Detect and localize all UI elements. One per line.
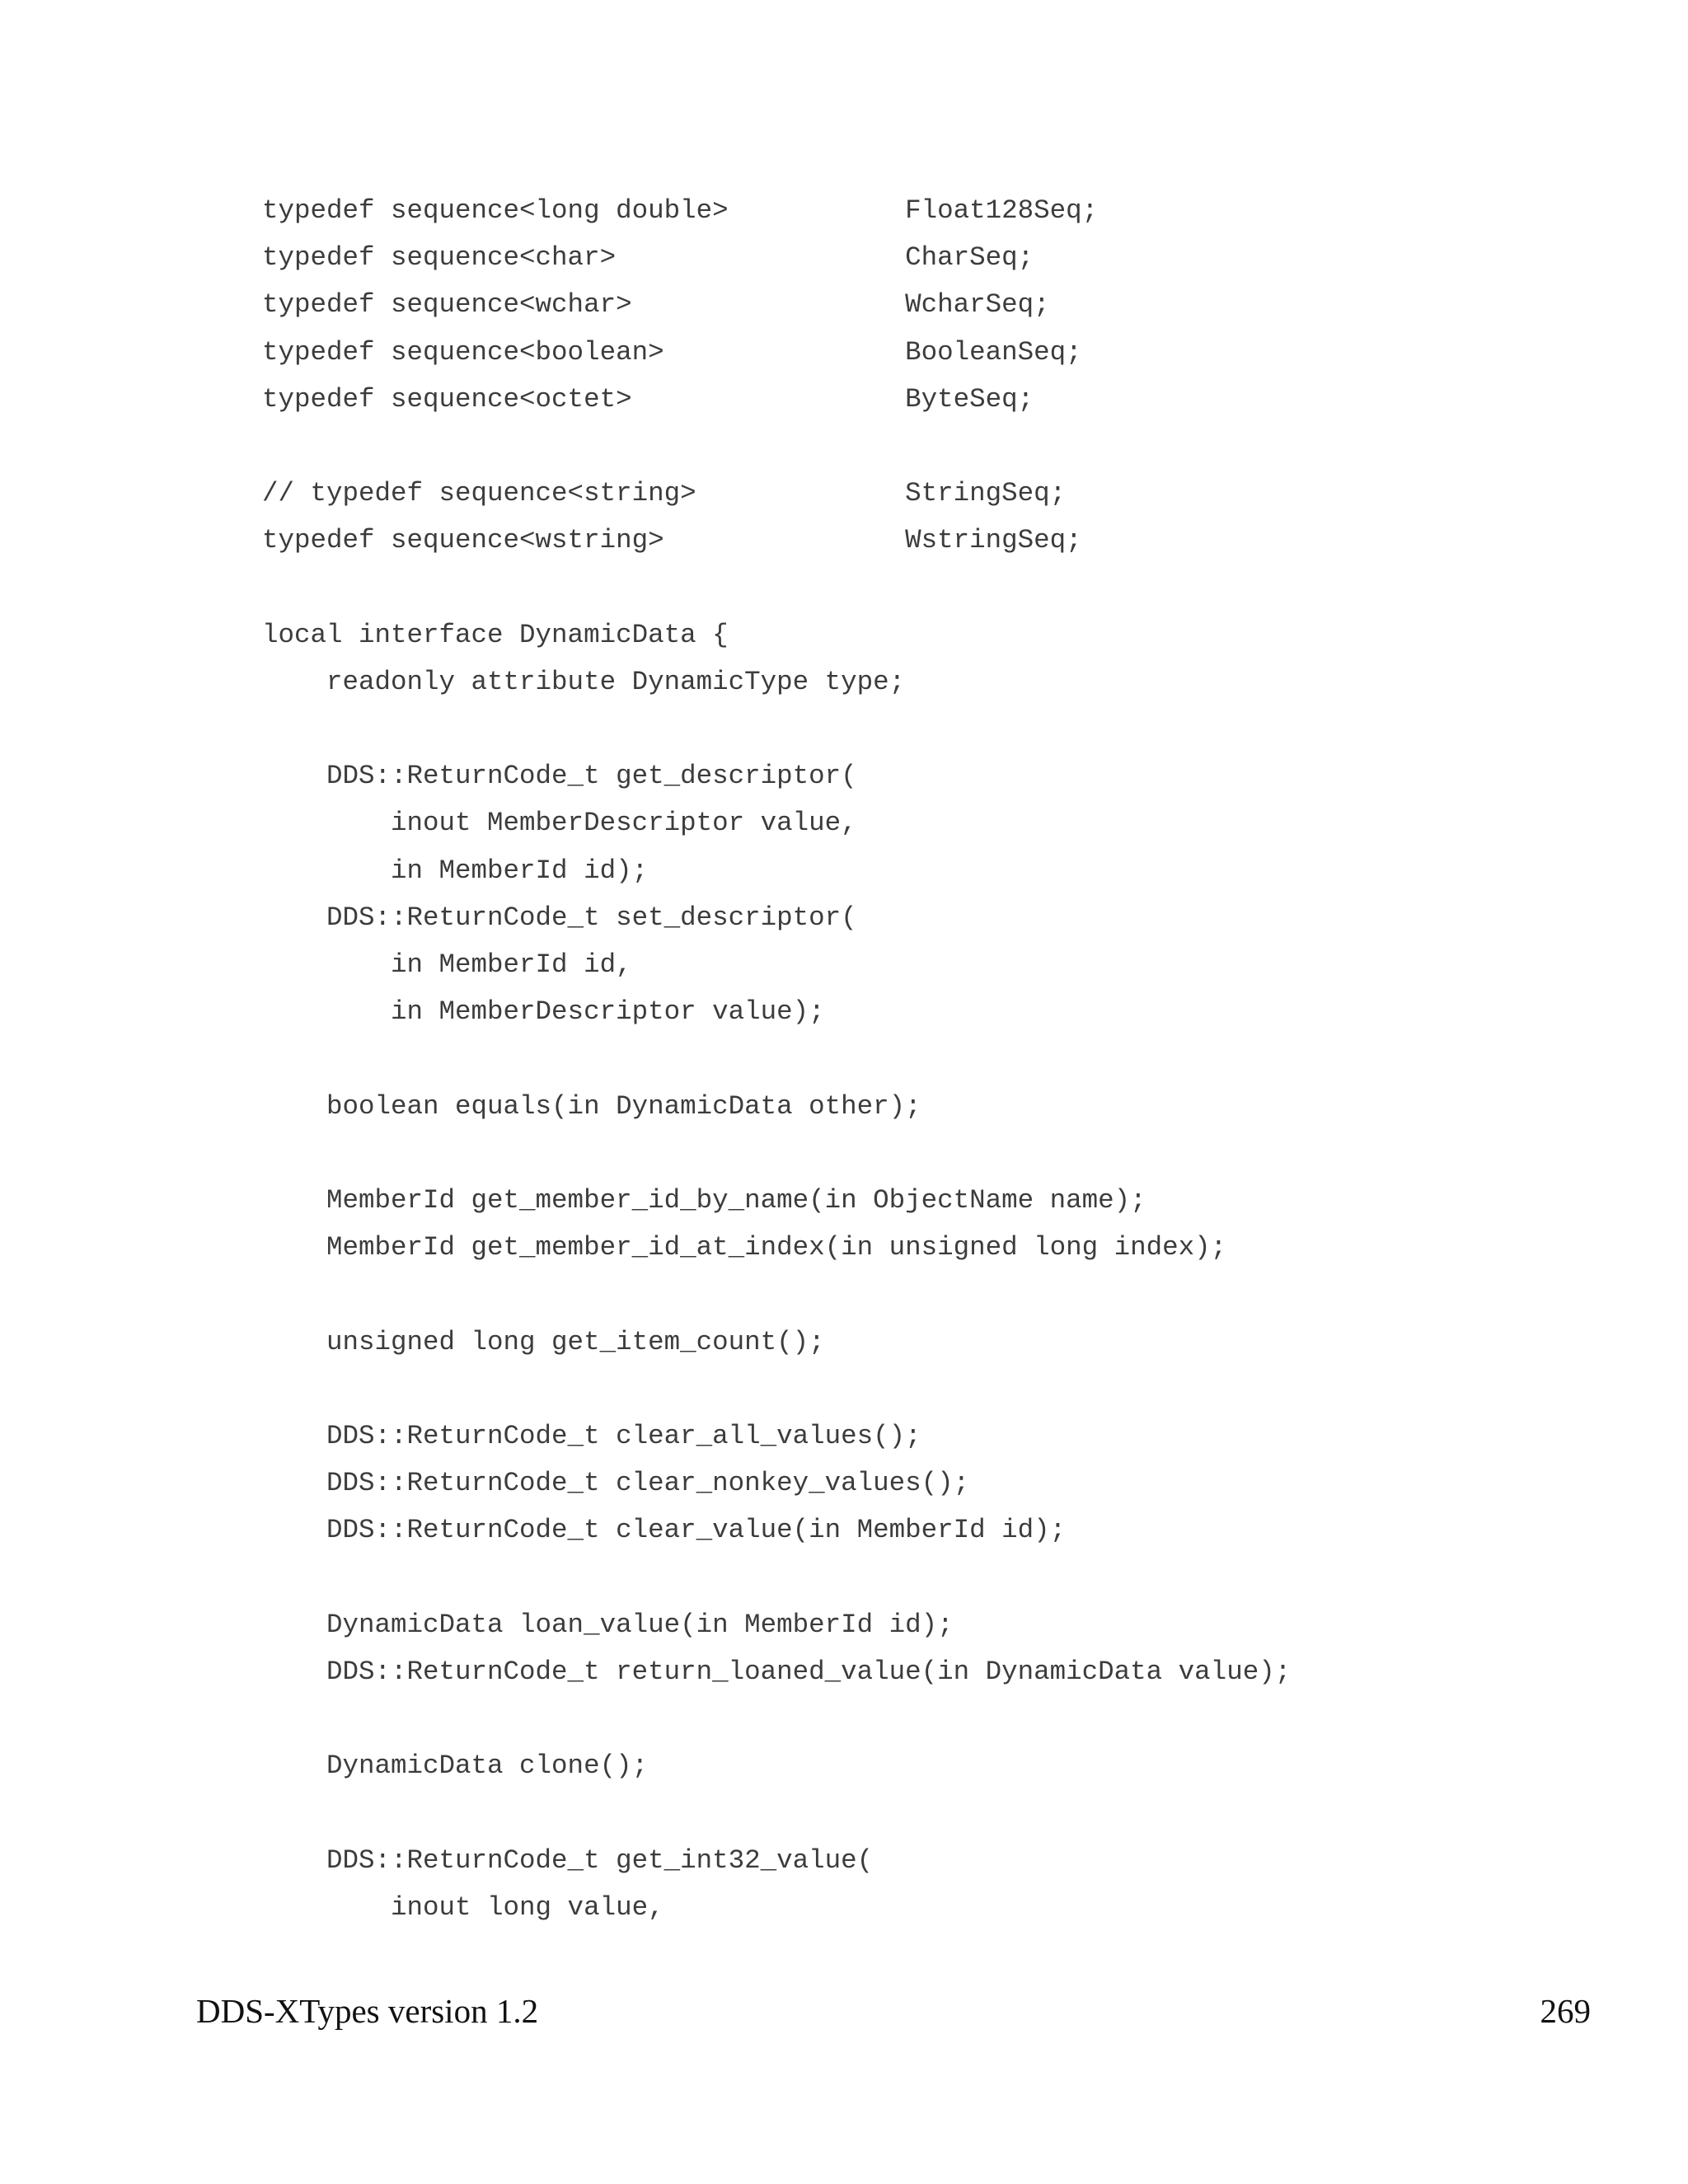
code-line: unsigned long get_item_count();	[262, 1326, 825, 1357]
code-blank-line	[262, 1366, 1291, 1413]
code-line: typedef sequence<long double> Float128Seq;	[262, 195, 1099, 226]
code-line: DynamicData loan_value(in MemberId id);	[262, 1609, 954, 1640]
code-line: in MemberId id,	[262, 949, 632, 980]
code-line: // typedef sequence<string> StringSeq;	[262, 478, 1067, 509]
code-blank-line	[262, 1554, 1291, 1601]
code-blank-line	[262, 1271, 1291, 1318]
code-line: DDS::ReturnCode_t return_loaned_value(in DynamicData value);	[262, 1656, 1292, 1687]
code-blank-line	[262, 1695, 1291, 1742]
code-line: DDS::ReturnCode_t clear_nonkey_values();	[262, 1468, 970, 1499]
code-line: in MemberId id);	[262, 855, 649, 886]
code-line: typedef sequence<boolean> BooleanSeq;	[262, 336, 1082, 368]
code-line: inout long value,	[262, 1891, 664, 1923]
code-line: typedef sequence<char> CharSeq;	[262, 242, 1034, 274]
code-line: DDS::ReturnCode_t set_descriptor(	[262, 902, 857, 933]
footer-page-number: 269	[1540, 1992, 1591, 2030]
code-line: inout MemberDescriptor value,	[262, 808, 857, 839]
footer-document-title: DDS-XTypes version 1.2	[196, 1992, 539, 2030]
code-line: boolean equals(in DynamicData other);	[262, 1090, 921, 1122]
code-blank-line	[262, 705, 1291, 752]
code-blank-line	[262, 1130, 1291, 1177]
code-line: typedef sequence<wstring> WstringSeq;	[262, 525, 1082, 556]
code-line: typedef sequence<wchar> WcharSeq;	[262, 289, 1050, 321]
code-line: readonly attribute DynamicType type;	[262, 666, 906, 697]
code-line: DynamicData clone();	[262, 1750, 649, 1782]
code-line: local interface DynamicData {	[262, 619, 729, 650]
code-blank-line	[262, 1035, 1291, 1082]
code-line: DDS::ReturnCode_t clear_value(in MemberId id);	[262, 1515, 1067, 1546]
code-line: MemberId get_member_id_by_name(in ObjectName name);	[262, 1184, 1146, 1216]
code-line: DDS::ReturnCode_t get_int32_value(	[262, 1844, 874, 1876]
code-line: in MemberDescriptor value);	[262, 996, 825, 1028]
idl-code-block	[262, 187, 1291, 1931]
code-line: DDS::ReturnCode_t get_descriptor(	[262, 761, 857, 792]
code-blank-line	[262, 565, 1291, 612]
code-line: MemberId get_member_id_at_index(in unsigned long index);	[262, 1232, 1227, 1263]
code-blank-line	[262, 423, 1291, 470]
code-line: typedef sequence<octet> ByteSeq;	[262, 383, 1034, 415]
code-blank-line	[262, 1789, 1291, 1836]
code-line: DDS::ReturnCode_t clear_all_values();	[262, 1420, 921, 1451]
